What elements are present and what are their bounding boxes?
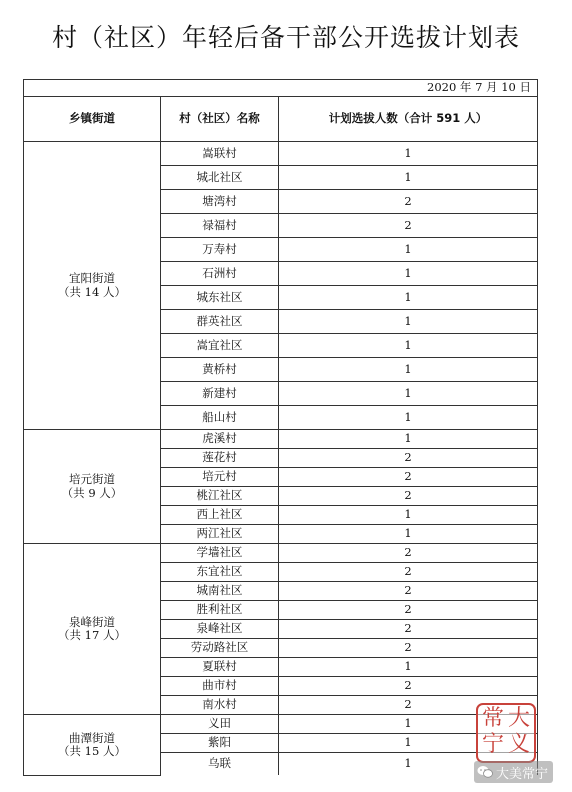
village-name: 新建村	[161, 382, 279, 406]
village-name: 莲花村	[161, 449, 279, 468]
village-name: 两江社区	[161, 525, 279, 544]
quota-count: 1	[279, 286, 538, 310]
plan-table	[23, 79, 538, 776]
quota-count: 1	[279, 238, 538, 262]
quota-count: 1	[279, 358, 538, 382]
street-total: （共 14 人）	[58, 284, 126, 299]
street-total: （共 17 人）	[58, 628, 126, 642]
quota-count: 2	[279, 468, 538, 487]
quota-count: 1	[279, 715, 538, 734]
village-name: 石洲村	[161, 262, 279, 286]
village-name: 嵩联村	[161, 142, 279, 166]
village-name: 劳动路社区	[161, 639, 279, 658]
village-name: 学墙社区	[161, 544, 279, 563]
quota-count: 2	[279, 544, 538, 563]
wechat-icon	[477, 765, 493, 779]
village-name: 船山村	[161, 406, 279, 430]
village-name: 嵩宜社区	[161, 334, 279, 358]
table-row	[24, 715, 538, 734]
village-name: 西上社区	[161, 506, 279, 525]
village-name: 城南社区	[161, 582, 279, 601]
street-name: 泉峰街道	[69, 614, 115, 629]
quota-count: 2	[279, 449, 538, 468]
quota-count: 1	[279, 658, 538, 677]
village-name: 桃江社区	[161, 487, 279, 506]
village-name: 城东社区	[161, 286, 279, 310]
seal-char: 常	[481, 706, 504, 731]
village-name: 虎溪村	[161, 430, 279, 449]
village-name: 培元村	[161, 468, 279, 487]
seal-logo	[476, 703, 536, 763]
village-name: 夏联村	[161, 658, 279, 677]
street-cell	[24, 142, 161, 430]
village-name: 乌联	[161, 753, 279, 776]
quota-count: 2	[279, 214, 538, 238]
village-name: 泉峰社区	[161, 620, 279, 639]
quota-count: 2	[279, 190, 538, 214]
seal-char: 大	[507, 706, 530, 731]
header-row	[24, 97, 538, 142]
street-cell	[24, 544, 161, 715]
header-village: 村（社区）名称	[161, 97, 279, 142]
village-name: 东宜社区	[161, 563, 279, 582]
quota-count: 2	[279, 487, 538, 506]
street-cell	[24, 715, 161, 776]
street-total: （共 15 人）	[58, 743, 126, 758]
quota-count: 2	[279, 677, 538, 696]
street-name: 宜阳街道	[69, 271, 115, 286]
date-cell: 2020 年 7 月 10 日	[24, 80, 538, 97]
quota-count: 2	[279, 601, 538, 620]
village-name: 万寿村	[161, 238, 279, 262]
header-street: 乡镇街道	[24, 97, 161, 142]
header-count: 计划选拔人数（合计 591 人）	[279, 97, 538, 142]
quota-count: 1	[279, 262, 538, 286]
quota-count: 1	[279, 525, 538, 544]
quota-count: 1	[279, 310, 538, 334]
quota-count: 1	[279, 142, 538, 166]
wechat-watermark	[474, 761, 553, 783]
village-name: 城北社区	[161, 166, 279, 190]
village-name: 曲市村	[161, 677, 279, 696]
seal-char: 宁	[481, 732, 504, 757]
village-name: 黄桥村	[161, 358, 279, 382]
village-name: 胜利社区	[161, 601, 279, 620]
village-name: 塘湾村	[161, 190, 279, 214]
quota-count: 1	[279, 166, 538, 190]
street-total: （共 9 人）	[61, 485, 123, 500]
quota-count: 1	[279, 753, 538, 776]
quota-count: 2	[279, 582, 538, 601]
quota-count: 1	[279, 382, 538, 406]
village-name: 群英社区	[161, 310, 279, 334]
table-row	[24, 430, 538, 449]
street-name: 培元街道	[69, 472, 115, 487]
page-title: 村（社区）年轻后备干部公开选拔计划表	[51, 23, 520, 52]
seal-char: 义	[507, 732, 530, 757]
quota-count: 2	[279, 563, 538, 582]
village-name: 紫阳	[161, 734, 279, 753]
village-name: 义田	[161, 715, 279, 734]
quota-count: 2	[279, 696, 538, 715]
street-name: 曲潭街道	[69, 730, 115, 745]
quota-count: 2	[279, 639, 538, 658]
quota-count: 1	[279, 334, 538, 358]
village-name: 南水村	[161, 696, 279, 715]
table-row	[24, 142, 538, 166]
table-row	[24, 544, 538, 563]
village-name: 禄福村	[161, 214, 279, 238]
wechat-label: 大美常宁	[496, 766, 549, 782]
street-cell	[24, 430, 161, 544]
quota-count: 2	[279, 620, 538, 639]
quota-count: 1	[279, 430, 538, 449]
quota-count: 1	[279, 506, 538, 525]
quota-count: 1	[279, 406, 538, 430]
quota-count: 1	[279, 734, 538, 753]
